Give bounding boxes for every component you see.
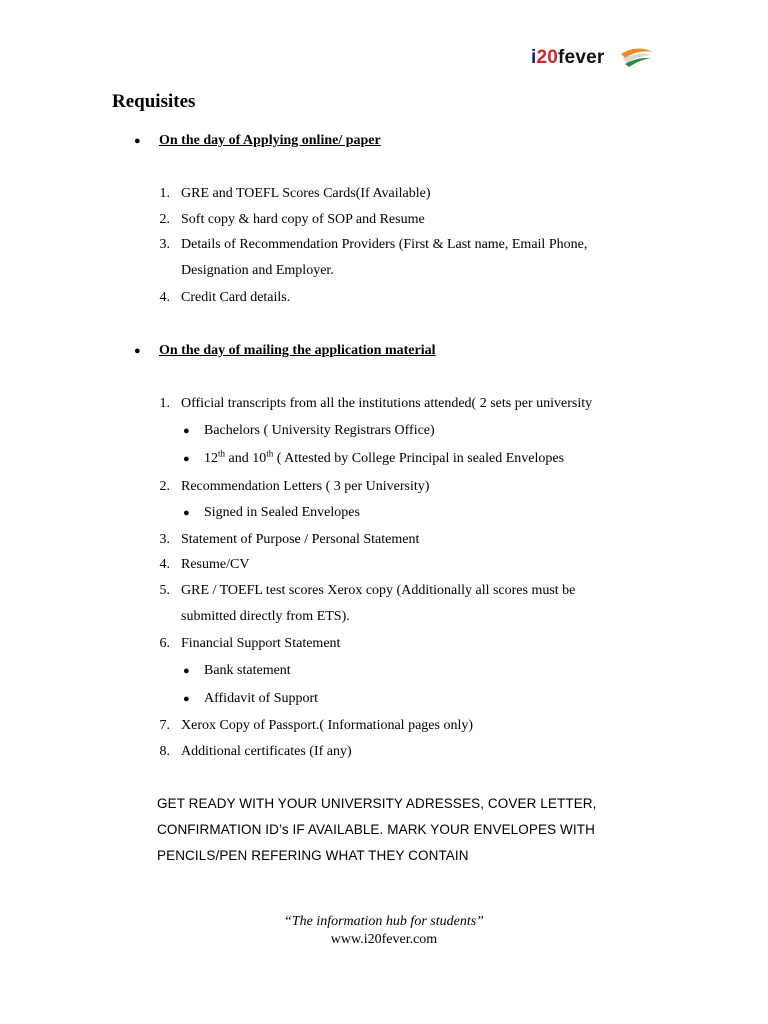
list-number: 1. — [159, 186, 170, 201]
list-number: 3. — [159, 532, 170, 547]
text-and-10: and 10 — [225, 451, 267, 466]
sub-list-item: Affidavit of Support — [204, 691, 319, 706]
notice-line: GET READY WITH YOUR UNIVERSITY ADRESSES, COVER LETTER, — [157, 796, 597, 811]
list-item: Xerox Copy of Passport.( Informational pages only) — [181, 718, 473, 733]
list-number: 8. — [159, 744, 170, 759]
notice-line: PENCILS/PEN REFERING WHAT THEY CONTAIN — [157, 848, 469, 863]
notice-line: CONFIRMATION ID’s IF AVAILABLE. MARK YOUR ENVELOPES WITH — [157, 822, 595, 837]
section-bullet: ● — [134, 135, 141, 147]
section-heading-applying: On the day of Applying online/ paper — [159, 133, 381, 148]
list-number: 3. — [159, 237, 170, 252]
logo-wordmark — [531, 44, 604, 72]
list-item: Details of Recommendation Providers (First & Last name, Email Phone, — [181, 237, 588, 252]
list-item: Resume/CV — [181, 557, 250, 572]
sub-list-item: Bank statement — [204, 663, 291, 678]
list-item-continuation: Designation and Employer. — [181, 263, 334, 278]
list-number: 5. — [159, 583, 170, 598]
sub-bullet: ● — [183, 425, 190, 437]
list-item: Statement of Purpose / Personal Statement — [181, 532, 420, 547]
list-number: 4. — [159, 290, 170, 305]
logo-i: i — [531, 47, 537, 68]
sub-list-item: Bachelors ( University Registrars Office) — [204, 423, 435, 438]
list-number: 2. — [159, 479, 170, 494]
list-number: 7. — [159, 718, 170, 733]
sub-bullet: ● — [183, 665, 190, 677]
list-number: 6. — [159, 636, 170, 651]
list-item-continuation: submitted directly from ETS). — [181, 609, 350, 624]
brand-logo — [531, 44, 656, 72]
list-item: GRE / TOEFL test scores Xerox copy (Additionally all scores must be — [181, 583, 576, 598]
list-item: Recommendation Letters ( 3 per University) — [181, 479, 430, 494]
flag-swoosh-icon — [619, 46, 655, 68]
superscript-th: th — [266, 448, 274, 459]
logo-20: 20 — [536, 47, 559, 68]
list-item: Credit Card details. — [181, 290, 291, 305]
footer-url: www.i20fever.com — [330, 932, 438, 947]
sub-list-item — [204, 450, 564, 468]
list-item: Additional certificates (If any) — [181, 744, 352, 759]
list-item: Official transcripts from all the institutions attended( 2 sets per university — [181, 396, 593, 411]
text-12: 12 — [204, 451, 218, 466]
text-attested: ( Attested by College Principal in sealed Envelopes — [273, 451, 565, 466]
sub-bullet: ● — [183, 453, 190, 465]
list-item: Financial Support Statement — [181, 636, 341, 651]
logo-fever: fever — [558, 47, 605, 68]
superscript-th: th — [218, 448, 226, 459]
list-number: 2. — [159, 212, 170, 227]
sub-bullet: ● — [183, 693, 190, 705]
section-heading-mailing: On the day of mailing the application material — [159, 343, 436, 358]
list-item: Soft copy & hard copy of SOP and Resume — [181, 212, 425, 227]
list-item: GRE and TOEFL Scores Cards(If Available) — [181, 186, 431, 201]
list-number: 1. — [159, 396, 170, 411]
page-title: Requisites — [112, 91, 196, 112]
section-bullet: ● — [134, 345, 141, 357]
sub-bullet: ● — [183, 507, 190, 519]
list-number: 4. — [159, 557, 170, 572]
footer-tagline: “The information hub for students” — [284, 914, 484, 929]
sub-list-item: Signed in Sealed Envelopes — [204, 505, 360, 520]
